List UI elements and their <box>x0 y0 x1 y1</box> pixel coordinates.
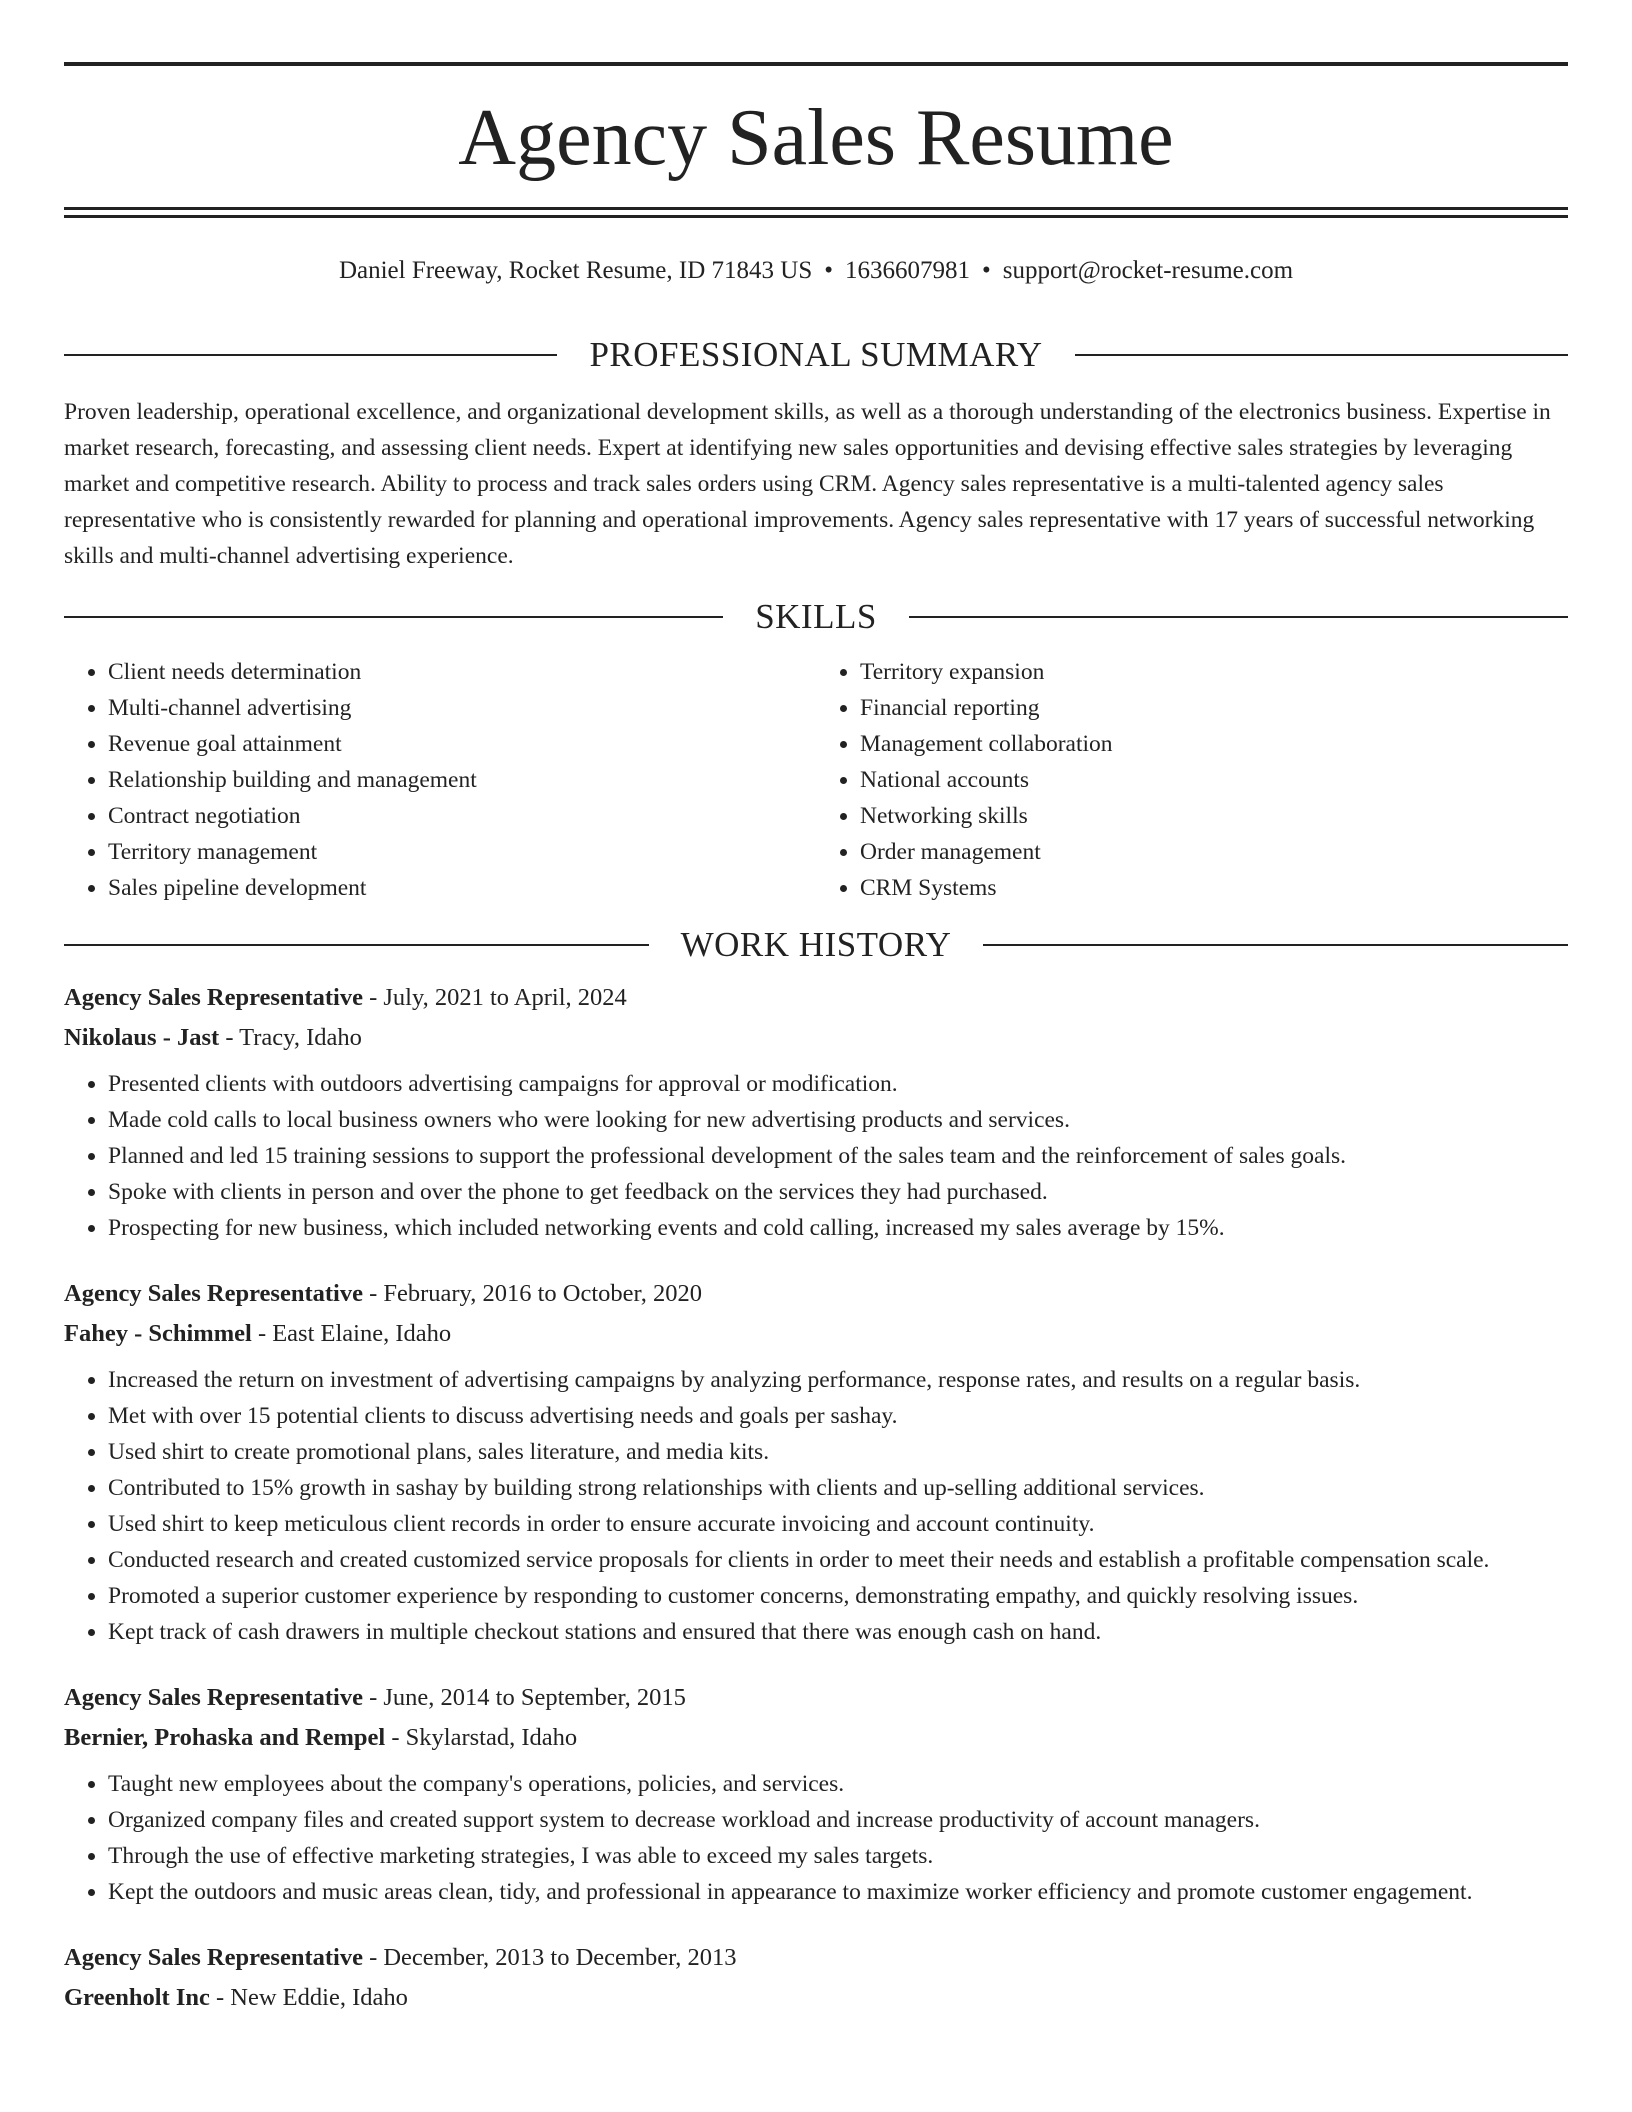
job-title: Agency Sales Representative <box>64 1280 363 1307</box>
section-title: SKILLS <box>755 597 877 636</box>
job-bullets <box>64 1362 1568 1650</box>
job-dates: - February, 2016 to October, 2020 <box>362 1280 702 1307</box>
job-bullet: • Kept the outdoors and music areas clean, tidy, and professional in appearance to maximize worker efficiency and promote customer engagement. <box>108 1874 1568 1910</box>
job-bullet: • Spoke with clients in person and over the phone to get feedback on the services they had purchased. <box>108 1174 1568 1210</box>
contact-address: Daniel Freeway, Rocket Resume, ID 71843 US <box>338 257 813 284</box>
job-bullet: • Increased the return on investment of advertising campaigns by analyzing performance, response rates, and results on a regular basis. <box>108 1362 1568 1398</box>
section-rule <box>983 944 1568 946</box>
job-title: Agency Sales Representative <box>64 984 363 1011</box>
skill-item: • Sales pipeline development <box>108 870 816 906</box>
section-title: WORK HISTORY <box>680 925 952 964</box>
skill-item: • Contract negotiation <box>108 798 816 834</box>
skill-item: • Management collaboration <box>860 726 1568 762</box>
top-rule <box>64 62 1568 66</box>
job-title-line <box>64 1678 1568 1718</box>
skills-list-right <box>816 654 1568 906</box>
job-company-line <box>64 1018 1568 1058</box>
job-title-line <box>64 1938 1568 1978</box>
job-bullet: • Met with over 15 potential clients to discuss advertising needs and goals per sashay. <box>108 1398 1568 1434</box>
section-header-work <box>64 920 1568 970</box>
job-location: - Skylarstad, Idaho <box>385 1724 578 1751</box>
job-bullet: • Organized company files and created support system to decrease workload and increase productivity of account managers. <box>108 1802 1568 1838</box>
job-title: Agency Sales Representative <box>64 1684 363 1711</box>
contact-separator: • <box>824 257 833 284</box>
resume-content <box>64 330 1568 2018</box>
skills-columns <box>64 654 1568 906</box>
job-company-line <box>64 1718 1568 1758</box>
job-bullet: • Planned and led 15 training sessions to support the professional development of the sales team and the reinforcement of sales goals. <box>108 1138 1568 1174</box>
section-rule <box>1075 354 1568 356</box>
skills-list-left <box>64 654 816 906</box>
contact-line <box>64 254 1568 288</box>
skill-item: • Relationship building and management <box>108 762 816 798</box>
job-bullet: • Made cold calls to local business owners who were looking for new advertising products and services. <box>108 1102 1568 1138</box>
skill-item: • CRM Systems <box>860 870 1568 906</box>
job-bullet: • Kept track of cash drawers in multiple checkout stations and ensured that there was enough cash on hand. <box>108 1614 1568 1650</box>
job-bullet: • Used shirt to keep meticulous client records in order to ensure accurate invoicing and account continuity. <box>108 1506 1568 1542</box>
job-bullet: • Contributed to 15% growth in sashay by building strong relationships with clients and up-selling additional services. <box>108 1470 1568 1506</box>
job-company: Nikolaus - Jast <box>64 1024 220 1051</box>
job-title-line <box>64 1274 1568 1314</box>
skill-item: • National accounts <box>860 762 1568 798</box>
summary-paragraph: Proven leadership, operational excellence, and organizational development skills, as well as a thorough understanding of the electronics business. Expertise in market research, forecasting, and assessing client needs. Expert at identifying new sales opportunities and devising effective sales strategies by leveraging market and competitive research. Ability to process and track sales orders using CRM. Agency sales representative is a multi-talented agency sales representative who is consistently rewarded for planning and operational improvements. Agency sales representative with 17 years of successful networking skills and multi-channel advertising experience. <box>64 399 1551 569</box>
job-entry <box>64 1678 1568 1910</box>
job-location: - Tracy, Idaho <box>219 1024 362 1051</box>
job-location: - East Elaine, Idaho <box>251 1320 452 1347</box>
job-bullets <box>64 1766 1568 1910</box>
skill-item: • Networking skills <box>860 798 1568 834</box>
job-company-line <box>64 1978 1568 2018</box>
job-title: Agency Sales Representative <box>64 1944 363 1971</box>
section-title: PROFESSIONAL SUMMARY <box>589 335 1043 374</box>
job-company: Bernier, Prohaska and Rempel <box>64 1724 386 1751</box>
contact-phone: 1636607981 <box>844 257 970 284</box>
skill-item: • Territory management <box>108 834 816 870</box>
job-entry <box>64 1274 1568 1650</box>
section-rule <box>64 944 649 946</box>
title-underline-rule <box>64 207 1568 210</box>
job-company: Fahey - Schimmel <box>64 1320 252 1347</box>
job-dates: - December, 2013 to December, 2013 <box>362 1944 737 1971</box>
job-company-line <box>64 1314 1568 1354</box>
job-bullet: • Used shirt to create promotional plans, sales literature, and media kits. <box>108 1434 1568 1470</box>
job-location: - New Eddie, Idaho <box>209 1984 408 2011</box>
job-title-line <box>64 978 1568 1018</box>
skill-item: • Financial reporting <box>860 690 1568 726</box>
job-bullet: • Taught new employees about the company's operations, policies, and services. <box>108 1766 1568 1802</box>
job-entry <box>64 978 1568 1246</box>
job-entry <box>64 1938 1568 2018</box>
job-bullet: • Conducted research and created customized service proposals for clients in order to meet their needs and establish a profitable compensation scale. <box>108 1542 1568 1578</box>
skill-item: • Multi-channel advertising <box>108 690 816 726</box>
job-bullet: • Promoted a superior customer experience by responding to customer concerns, demonstrating empathy, and quickly resolving issues. <box>108 1578 1568 1614</box>
section-header-summary <box>64 330 1568 380</box>
job-bullet: • Presented clients with outdoors advertising campaigns for approval or modification. <box>108 1066 1568 1102</box>
section-rule <box>64 354 557 356</box>
section-rule <box>64 616 723 618</box>
skill-item: • Client needs determination <box>108 654 816 690</box>
skill-item: • Revenue goal attainment <box>108 726 816 762</box>
section-rule <box>909 616 1568 618</box>
title-underline-rule-secondary <box>64 215 1568 218</box>
job-bullet: • Prospecting for new business, which included networking events and cold calling, increased my sales average by 15%. <box>108 1210 1568 1246</box>
contact-email: support@rocket-resume.com <box>1002 257 1294 284</box>
skill-item: • Order management <box>860 834 1568 870</box>
skill-item: • Territory expansion <box>860 654 1568 690</box>
job-bullet: • Through the use of effective marketing strategies, I was able to exceed my sales targets. <box>108 1838 1568 1874</box>
resume-title: Agency Sales Resume <box>458 94 1174 182</box>
section-header-skills <box>64 592 1568 642</box>
job-company: Greenholt Inc <box>64 1984 210 2011</box>
job-dates: - July, 2021 to April, 2024 <box>362 984 627 1011</box>
job-dates: - June, 2014 to September, 2015 <box>362 1684 686 1711</box>
contact-separator: • <box>981 257 991 284</box>
job-bullets <box>64 1066 1568 1246</box>
